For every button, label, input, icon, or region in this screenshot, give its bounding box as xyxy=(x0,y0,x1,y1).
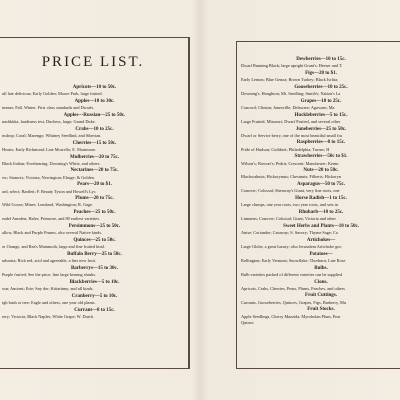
price-description: Bulb varieties packed of different varieties can be supplied xyxy=(241,271,343,277)
price-heading: Rhubarb—10 to 25c. xyxy=(298,209,344,215)
right-price-list xyxy=(237,56,400,327)
price-heading: Huckleberries—5 to 15c. xyxy=(294,112,348,118)
price-description: Dwarf or Service berry, one of the most beautiful small fru xyxy=(241,132,343,138)
price-description: Hearts; Early Richmond; Late Morrello; E. Montmore. xyxy=(2,146,97,152)
price-description: Apricots, Crabs, Cherries, Pears, Plums, Peaches, and others xyxy=(241,285,345,291)
price-description: ew; Stanwix; Victoria; Newington; Elruge; & Golden. xyxy=(2,174,95,180)
price-heading: Crabs—10 to 25c. xyxy=(75,126,114,132)
price-heading: Apples—10 to 30c. xyxy=(74,98,115,104)
price-heading: Nuts—20 to 50c. xyxy=(303,168,339,174)
price-description: Downing's, Houghton; Mt. Seedling; Smith's; Nation's La xyxy=(241,91,341,97)
price-heading: Pears—20 to $1. xyxy=(77,182,112,188)
price-heading: Cranberry—5 to 10c. xyxy=(71,293,118,299)
price-heading: Peaches—25 to 50c. xyxy=(73,210,116,216)
price-description: erry; Victoria; Black Naples; White Grape; W. Dutch. xyxy=(2,313,95,319)
price-heading: Grapes—10 to 25c. xyxy=(300,98,342,104)
price-description: Pride of Hudson; Cuthbert; Philadelphia; Turner; H xyxy=(241,146,330,152)
price-heading: Fruit Cuttings. xyxy=(305,293,337,299)
price-description: ard, select; Bartlett; F. Beauty Tyson and Howell's Lyr. xyxy=(2,188,96,194)
price-description: Purple fruited; See the price; fine large bearing shrubs. xyxy=(2,271,97,277)
price-heading: Plums—20 to 75c. xyxy=(75,196,114,202)
price-heading: Fruit Stocks. xyxy=(307,307,335,313)
price-heading: Apricots—10 to 50c. xyxy=(72,85,117,90)
price-description: Rollington; Early Vermont; Snowflake; Thorburn; Late Rose xyxy=(241,257,346,263)
price-description: Large clumps, one year roots, two year roots, and sets in xyxy=(241,202,338,208)
price-description: Early Lemon; Blue Genoa; Brown Turkey; Black Ischia; xyxy=(241,77,339,83)
price-description: Concord; Clinton; Janesville; Delaware; Agawam; Ma xyxy=(241,104,335,110)
price-heading: Raspberries—8 to 15c. xyxy=(296,140,346,146)
price-heading: Potatoes— xyxy=(309,251,333,257)
price-description: Dwarf Running Black; large upright Grant's; Heeser and T. xyxy=(241,63,343,69)
price-heading: Nectarines—20 to 75c. xyxy=(70,168,119,174)
price-description: Wilson's; Bowser's; Pedrit; Crescent; Manchester; Kentu xyxy=(241,160,339,166)
price-heading: Cherries—15 to 50c. xyxy=(72,140,117,146)
price-description: immer, Fall, Winter. First class standards and Dwarfs. xyxy=(2,105,95,111)
left-page xyxy=(0,0,197,400)
price-description: igh bush or tree; Eagle and others, one year old plants. xyxy=(2,299,96,305)
price-description: son; Ancient; Erie; Sny der; Kittatinny; and all kinds. xyxy=(2,285,94,291)
price-description: Conover; Colossal; Shenway's Giant, very fine roots, one xyxy=(241,188,340,194)
price-description: Linnaeus; Conover; Colossal; Giant; Victoria and other xyxy=(241,216,336,222)
price-heading: Strawberries—50c to $1. xyxy=(294,154,348,160)
price-description: allow, Black and Purple Prunes, also several Native kinds. xyxy=(2,230,103,236)
price-heading: Artichokes— xyxy=(306,237,336,243)
price-heading: Mulberries—20 to 75c. xyxy=(69,154,120,160)
price-heading: Asparagus—50 to 75c. xyxy=(297,182,345,188)
price-heading: Blackberries—5 to 10c. xyxy=(69,279,120,285)
price-description: Blackwalnuts; Hickorynuts; Chestnuts; Filberts; Hickoryn xyxy=(241,174,342,180)
price-description: Large Fruited; Missouri; Dwarf Fruited, and several other xyxy=(241,118,341,124)
price-description: eadel Amsden; Hales; Primrose, and 80 earliest varieties. xyxy=(2,216,100,222)
price-description: Apple Seedlings, Cherry Mazzida, Myrobolan Plum, Pear xyxy=(241,313,341,319)
price-description: ull late delicious; Early Golden; Moore Park, large fruited. xyxy=(2,91,103,97)
price-heading: Cions. xyxy=(314,279,328,285)
price-heading: Apples—Russian—25 to 50c. xyxy=(63,112,126,118)
price-description: Wild Goose; Miner; Lombard, Washington; R. Gage. xyxy=(2,202,94,208)
price-description: Quince. xyxy=(241,320,255,326)
price-heading: Dewberries—10 to 15c. xyxy=(296,57,346,62)
price-description: nashbitka, hardiness test, Duchess, large; Grand Duke. xyxy=(2,119,96,125)
price-heading: Horse Radish—1 to 15c. xyxy=(295,196,347,202)
price-heading: Barberrys—15 to 30c. xyxy=(70,265,119,271)
price-heading: Quinces—25 to 50c. xyxy=(73,237,116,243)
price-heading: Gooseberries—10 to 25c. xyxy=(294,84,348,90)
price-heading: Currant—8 to 15c. xyxy=(74,307,115,313)
price-heading: Sweet Herbs and Plants—10 to 50c. xyxy=(283,223,359,229)
price-description: Large Globe, a great luxury; also Jerusalem Artichoke goo xyxy=(241,243,342,249)
left-price-list xyxy=(0,84,189,320)
price-heading: Persimmons—25 to 50c. xyxy=(68,224,121,230)
price-description: Currants, Gooseberries, Quinces, Grapes, Figs, Barberry, Mu xyxy=(241,299,346,305)
price-heading: Juneberries—25 to 50c. xyxy=(295,126,347,132)
page-title: PRICE LIST. xyxy=(41,54,145,70)
price-description: Anise; Coriander; Caraway; S. Savory; Thyme Sage; Ca xyxy=(241,230,338,236)
right-page xyxy=(203,0,400,400)
price-description: nsdrop; Coral; Marengo; Whitney Seedlind, and Siberian. xyxy=(2,132,102,138)
price-heading: Bulbs. xyxy=(314,265,328,271)
price-heading: Figs—20 to $1. xyxy=(305,70,337,76)
price-description: or Orange, and Rea's Mammoth, large and fine fruited kind. xyxy=(2,244,105,250)
price-description: udsonia; Rich red, acid and agreeable, a fine new fruit. xyxy=(2,258,97,264)
price-description: Black Italian; Everbearing; Downing's White, and others. xyxy=(2,160,101,166)
price-heading: Buffalo Berry—25 to 50c. xyxy=(67,251,122,257)
